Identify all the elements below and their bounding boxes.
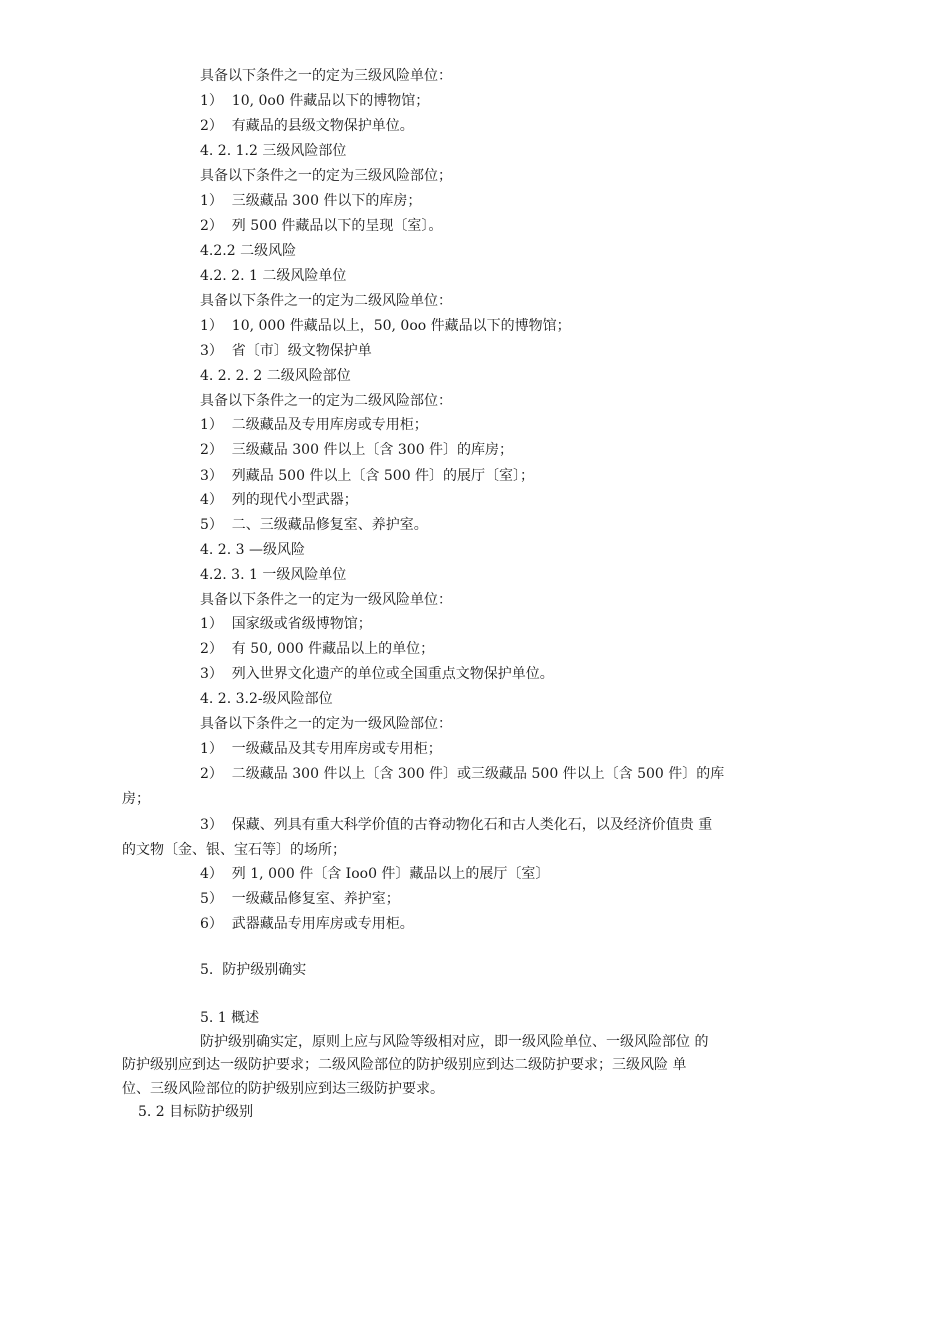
- list-item: 3） 列入世界文化遗产的单位或全国重点文物保护单位。: [200, 666, 554, 682]
- list-item: 3） 省〔市〕级文物保护单: [200, 343, 372, 359]
- paragraph-line: 防护级别确实定，原则上应与风险等级相对应，即一级风险单位、一级风险部位 的: [200, 1034, 709, 1050]
- list-item-continuation: 的文物〔金、银、宝石等〕的场所；: [122, 842, 346, 858]
- subsection-heading: 5. 1 概述: [200, 1010, 260, 1026]
- list-item: 1） 国家级或省级博物馆；: [200, 616, 372, 632]
- list-item-continuation: 房；: [122, 791, 150, 807]
- list-item: 1） 三级藏品 300 件以下的库房；: [200, 193, 422, 209]
- list-item: 2） 列 500 件藏品以下的呈现〔室〕。: [200, 218, 443, 234]
- list-item: 1） 10, 0o0 件藏品以下的博物馆；: [200, 93, 430, 109]
- list-item-lead: 3） 保藏、列具有重大科学价值的古脊动物化石和古人类化石，以及经济价值贵 重: [200, 817, 713, 833]
- list-item: 1） 二级藏品及专用库房或专用柜；: [200, 417, 428, 433]
- list-item: 3） 列藏品 500 件以上〔含 500 件〕的展厅〔室〕；: [200, 468, 535, 484]
- text-line: 具备以下条件之一的定为二级风险部位：: [200, 393, 452, 409]
- list-item: 2） 有藏品的县级文物保护单位。: [200, 118, 414, 134]
- list-item: 6） 武器藏品专用库房或专用柜。: [200, 916, 414, 932]
- paragraph-line: 位、三级风险部位的防护级别应到达三级防护要求。: [122, 1081, 444, 1097]
- text-line: 具备以下条件之一的定为一级风险部位：: [200, 716, 452, 732]
- section-heading: 4.2.2 二级风险: [200, 243, 297, 259]
- list-item-lead: 2） 二级藏品 300 件以上〔含 300 件〕或三级藏品 500 件以上〔含 500 件〕的库: [200, 766, 725, 782]
- paragraph-line: 防护级别应到达一级防护要求；二级风险部位的防护级别应到达二级防护要求；三级风险 单: [122, 1057, 687, 1073]
- section-title: 5. 防护级别确实: [200, 962, 307, 978]
- text-line: 具备以下条件之一的定为三级风险部位；: [200, 168, 452, 184]
- subsection-heading: 5. 2 目标防护级别: [138, 1104, 254, 1120]
- section-heading: 4. 2. 2. 2 二级风险部位: [200, 368, 351, 384]
- section-heading: 4.2. 2. 1 二级风险单位: [200, 268, 347, 284]
- list-item: 5） 一级藏品修复室、养护室；: [200, 891, 400, 907]
- text-line: 具备以下条件之一的定为一级风险单位：: [200, 592, 452, 608]
- section-heading: 4.2. 3. 1 一级风险单位: [200, 567, 347, 583]
- text-line: 具备以下条件之一的定为三级风险单位：: [200, 68, 452, 84]
- section-heading: 4. 2. 3.2-级风险部位: [200, 691, 333, 707]
- list-item: 5） 二、三级藏品修复室、养护室。: [200, 517, 428, 533]
- list-item: 4） 列 1, 000 件〔含 Ioo0 件〕藏品以上的展厅〔室〕: [200, 866, 550, 882]
- section-heading: 4. 2. 3 —级风险: [200, 542, 305, 558]
- list-item: 1） 一级藏品及其专用库房或专用柜；: [200, 741, 442, 757]
- section-heading: 4. 2. 1.2 三级风险部位: [200, 143, 347, 159]
- list-item: 2） 有 50, 000 件藏品以上的单位；: [200, 641, 435, 657]
- text-line: 具备以下条件之一的定为二级风险单位：: [200, 293, 452, 309]
- list-item: 1） 10, 000 件藏品以上，50, 0oo 件藏品以下的博物馆；: [200, 318, 571, 334]
- list-item: 2） 三级藏品 300 件以上〔含 300 件〕的库房；: [200, 442, 514, 458]
- list-item: 4） 列的现代小型武器；: [200, 492, 358, 508]
